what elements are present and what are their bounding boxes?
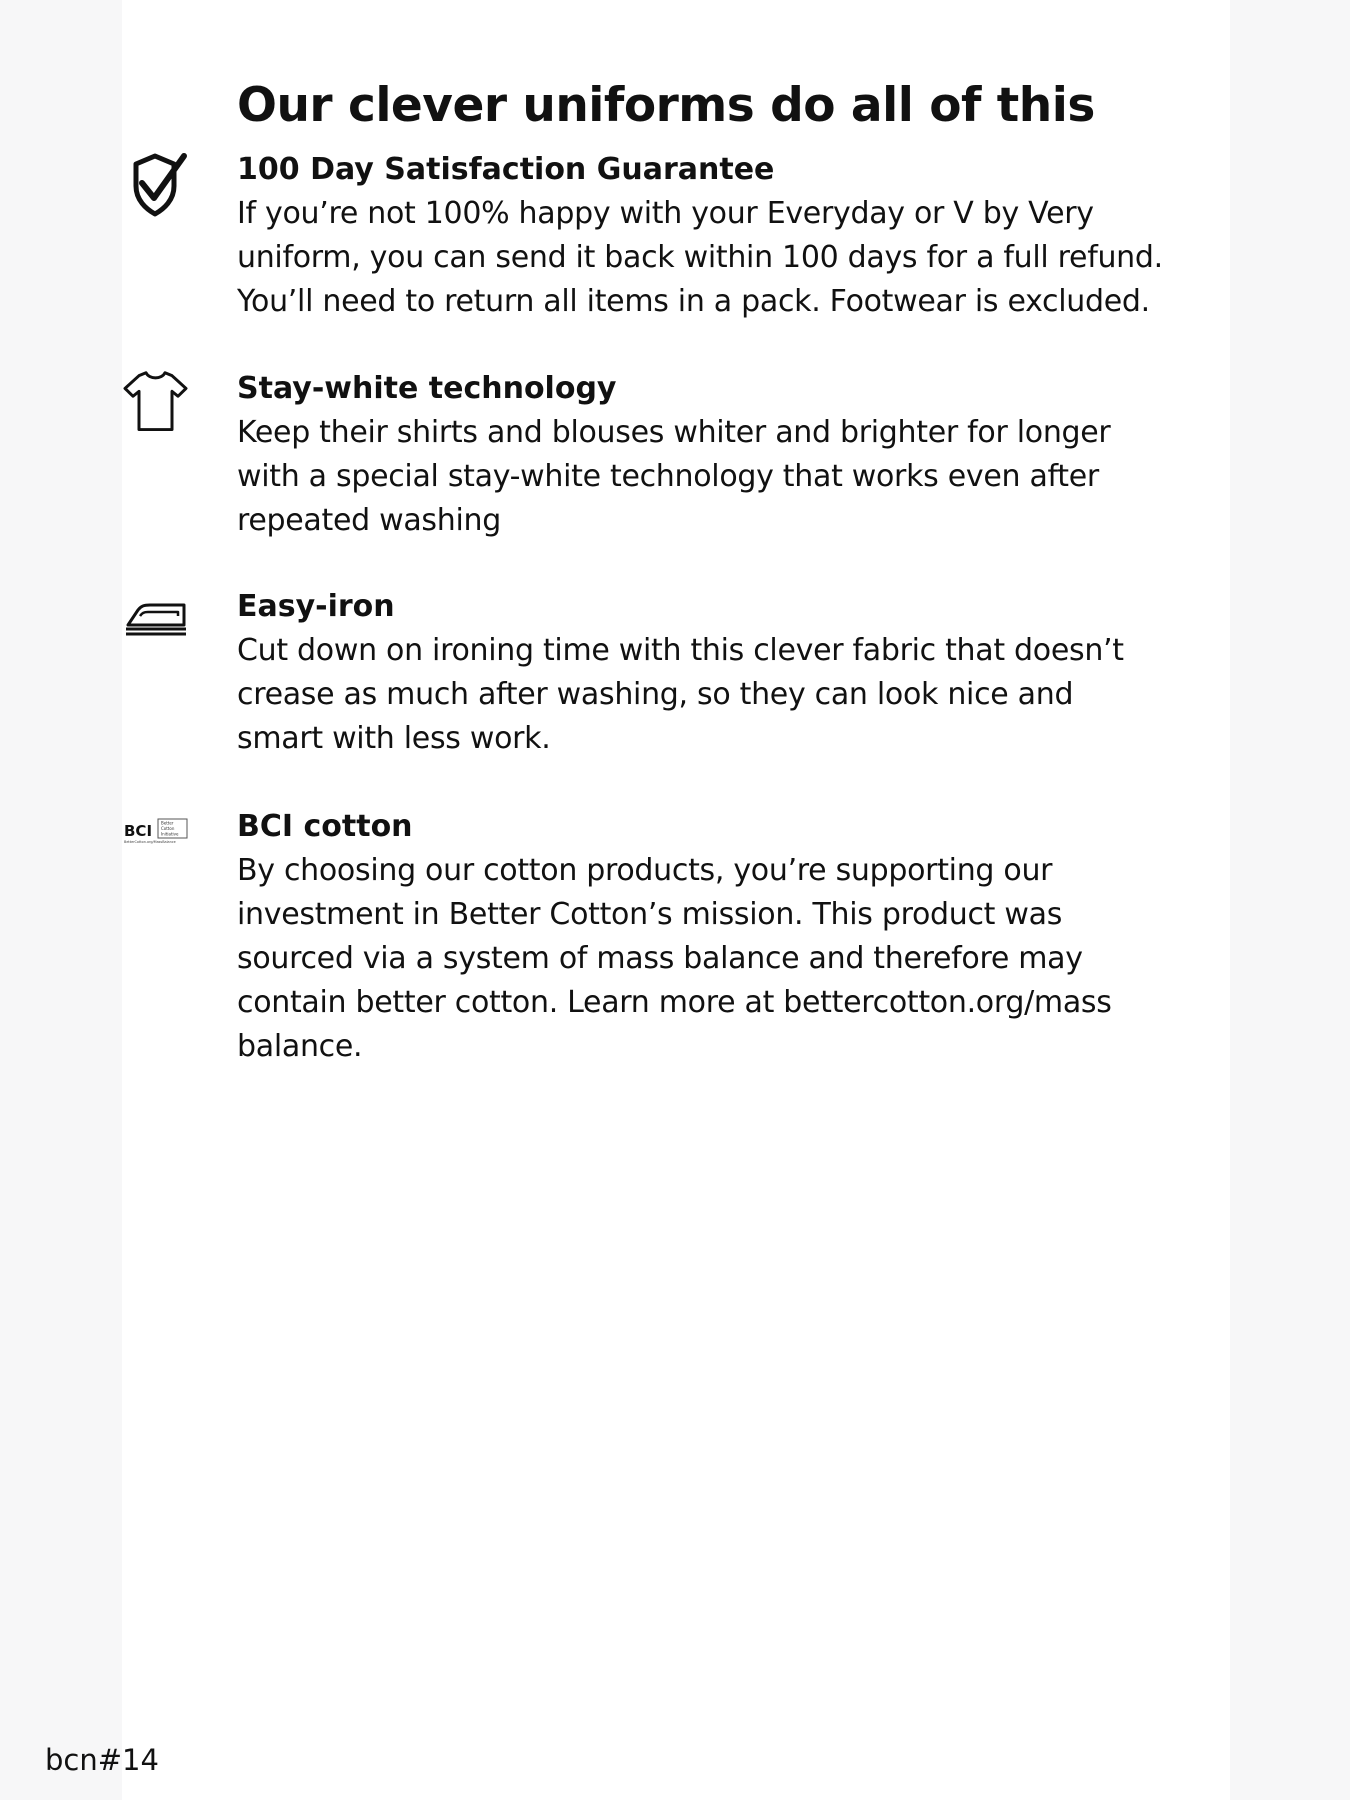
feature-heading: Easy-iron <box>237 589 395 624</box>
feature-description-line: By choosing our cotton products, you’re supporting our <box>237 853 1053 888</box>
feature-description-line: with a special stay-white technology that works even after <box>237 459 1099 494</box>
bci-logo-mark: BCI <box>124 822 153 840</box>
feature-description-line: Keep their shirts and blouses whiter and brighter for longer <box>237 415 1111 450</box>
feature-description-line: investment in Better Cotton’s mission. This product was <box>237 897 1063 932</box>
bci-logo-icon <box>120 805 192 877</box>
feature-description-line: sourced via a system of mass balance and therefore may <box>237 941 1083 976</box>
feature-description-line: contain better cotton. Learn more at bettercotton.org/mass <box>237 985 1112 1020</box>
feature-description-line: repeated washing <box>237 503 501 538</box>
bci-logo-url: BetterCotton.org/MassBalance <box>124 840 176 844</box>
feature-description-line: If you’re not 100% happy with your Everyday or V by Very <box>237 196 1094 231</box>
feature-heading: Stay-white technology <box>237 371 617 406</box>
feature-description-line: crease as much after washing, so they can look nice and <box>237 677 1074 712</box>
feature-description-line: balance. <box>237 1029 363 1064</box>
iron-icon <box>120 585 192 657</box>
bci-logo-box-line: Better <box>161 820 174 826</box>
feature-description-line: Cut down on ironing time with this clever fabric that doesn’t <box>237 633 1124 668</box>
feature-description-line: uniform, you can send it back within 100 days for a full refund. <box>237 240 1163 275</box>
feature-heading: 100 Day Satisfaction Guarantee <box>237 152 775 187</box>
feature-description-line: You’ll need to return all items in a pack. Footwear is excluded. <box>237 284 1150 319</box>
page-code: bcn#14 <box>45 1743 159 1777</box>
feature-description-line: smart with less work. <box>237 721 551 756</box>
bci-logo-box-line: Cotton <box>161 826 175 831</box>
shield-check-icon <box>120 148 192 220</box>
tshirt-icon <box>120 367 192 439</box>
page-title: Our clever uniforms do all of this <box>237 78 1095 133</box>
bci-logo-box-line: Initiative <box>161 831 179 837</box>
feature-heading: BCI cotton <box>237 809 413 844</box>
